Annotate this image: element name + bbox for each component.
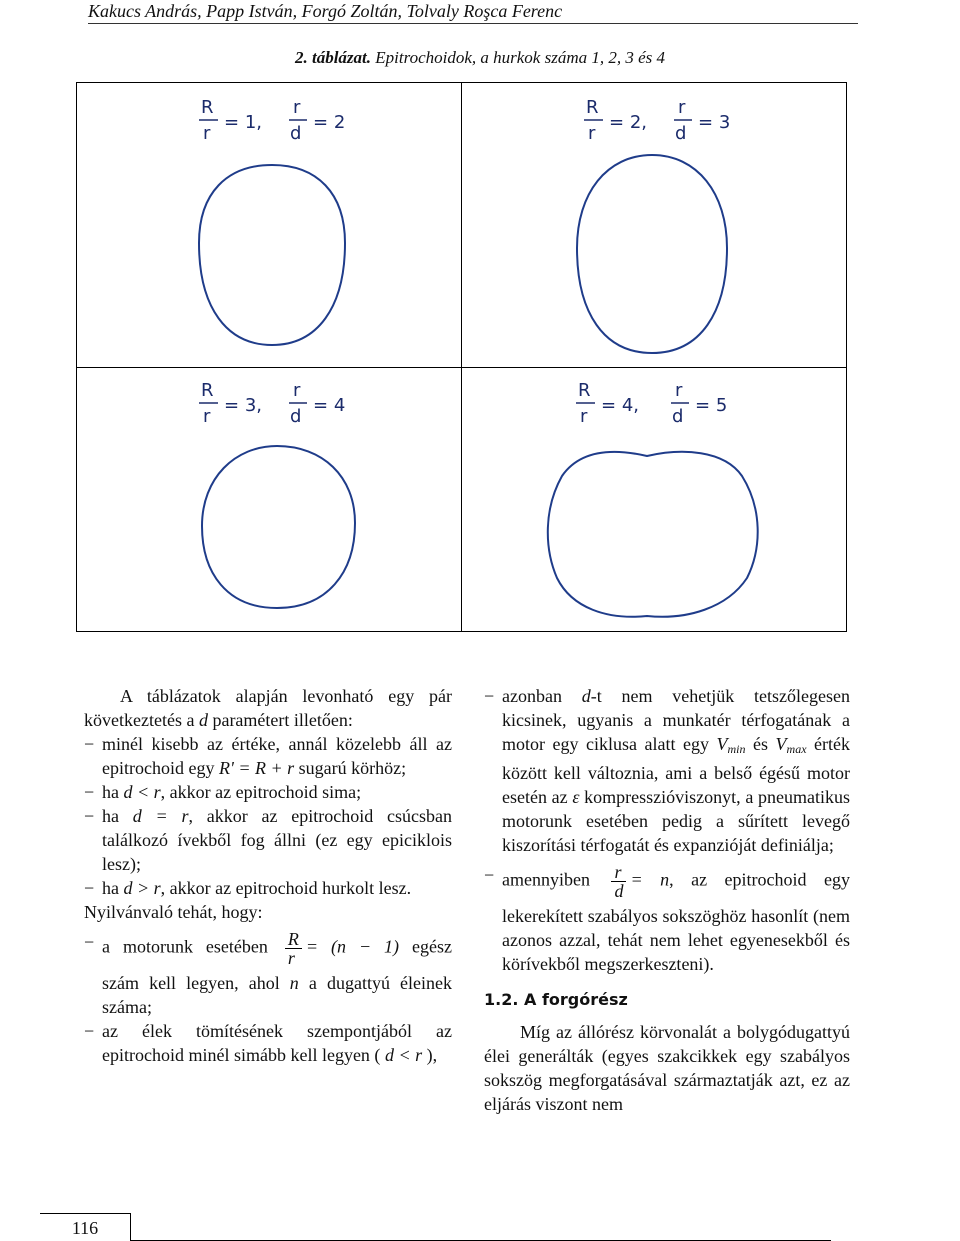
right-bullet-1-text-c: és bbox=[753, 734, 769, 754]
svg-text:d: d bbox=[672, 406, 684, 427]
bullet-5 bbox=[84, 930, 452, 1019]
fraction-numerator: R bbox=[285, 930, 302, 949]
svg-text:= 4: = 4 bbox=[313, 395, 346, 416]
bullet-2-text-a: ha bbox=[102, 782, 119, 802]
header-authors: Kakucs András, Papp István, Forgó Zoltán, Tolvaly Roşca Ferenc bbox=[88, 1, 563, 21]
svg-text:= 3: = 3 bbox=[698, 112, 731, 133]
left-column bbox=[84, 684, 452, 1067]
bullet-4-formula: d > r bbox=[123, 878, 161, 898]
right-bullet-2 bbox=[484, 863, 850, 976]
figure-3-ratio-a: 3, bbox=[244, 395, 262, 416]
v-max: V bbox=[775, 734, 787, 754]
figure-cell-1 bbox=[77, 83, 461, 367]
svg-text:r: r bbox=[293, 97, 301, 118]
bullet-1-text-a: minél kisebb az értéke, annál közelebb áll az epitrochoid egy bbox=[102, 734, 452, 778]
right-paragraph-1: Míg az állórész körvonalát a bolygódugattyú élei generálták (egyes szakcikkek egy szabályos sokszög megforgatásával származtatják azt, ez az eljárás viszont nem bbox=[484, 1022, 850, 1114]
bullet-5-line-1 bbox=[102, 930, 452, 967]
figure-1-svg bbox=[77, 83, 461, 367]
right-bullet-1-text-b: -t nem vehetjük tetszőlegesen kicsinek, ugyanis a munkatér térfogatának a motor egy ciklusa alatt egy bbox=[502, 686, 850, 754]
bullet-5-line-2 bbox=[102, 971, 452, 1019]
figure-4-ratio-b: 5 bbox=[715, 395, 728, 416]
bullet-4-text-b: , akkor az epitrochoid hurkolt lesz. bbox=[160, 878, 412, 898]
svg-text:= 2,: = 2, bbox=[609, 112, 647, 133]
svg-text:= 2: = 2 bbox=[313, 112, 346, 133]
right-bullet-1-text-d: érték között kell változnia, ami a belső égésű motor esetén az bbox=[502, 734, 851, 807]
epitrochoid-curve-4 bbox=[548, 452, 758, 617]
bullet-1-text-b: sugarú körhöz; bbox=[298, 758, 407, 778]
bullet-3 bbox=[84, 804, 452, 876]
section-heading: 1.2. A forgórész bbox=[484, 990, 628, 1009]
caption-label: 2. táblázat. bbox=[294, 48, 372, 67]
bullet-5-formula-rhs: = (n − 1) bbox=[305, 936, 400, 957]
page-number: 116 bbox=[40, 1213, 131, 1241]
right-bullet-2-text-a: amennyiben bbox=[502, 869, 590, 890]
caption-text: Epitrochoidok, a hurkok száma 1, 2, 3 és 4 bbox=[371, 48, 666, 67]
right-bullet-2-formula-rhs: = n bbox=[630, 869, 670, 890]
figure-cell-4 bbox=[462, 368, 846, 632]
svg-text:R: R bbox=[586, 97, 599, 118]
bullet-5-text-d: a dugattyú éleinek száma; bbox=[102, 973, 453, 1017]
right-bullet-2-text-b: , az epitrochoid egy bbox=[669, 869, 850, 890]
right-var-d: d bbox=[581, 686, 591, 706]
bullet-6 bbox=[84, 1019, 452, 1067]
bullet-6-formula: d < r bbox=[384, 1045, 423, 1065]
svg-text:r: r bbox=[203, 406, 211, 427]
bullet-3-formula: d = r bbox=[132, 806, 189, 826]
right-bullet-1-text-a: azonban bbox=[502, 686, 562, 706]
svg-text:d: d bbox=[290, 123, 302, 144]
svg-text:r: r bbox=[203, 123, 211, 144]
figure-cell-2 bbox=[462, 83, 846, 367]
right-column bbox=[484, 684, 850, 1116]
v-max-subscript: max bbox=[786, 742, 807, 756]
fraction-R-over-r bbox=[285, 930, 302, 967]
bullet-4-text-a: ha bbox=[102, 878, 119, 898]
left-p1-end: paramétert illetően: bbox=[212, 710, 353, 730]
bullet-1-formula: R' = R + r bbox=[218, 758, 295, 778]
bullet-6-text-a: az élek tömítésének szempontjából az epitrochoid minél simább kell legyen ( bbox=[102, 1021, 452, 1065]
svg-text:d: d bbox=[675, 123, 687, 144]
figure-1-ratio-b: 2 bbox=[333, 112, 346, 133]
bullet-5-text-b: egész bbox=[412, 936, 452, 957]
left-p1-text: A táblázatok alapján levonható egy pár következtetés a bbox=[84, 686, 452, 730]
figure-4-svg bbox=[462, 368, 846, 632]
right-bullet-2-text-c: lekerekített szabályos sokszöghöz hasonlít (nem azonos azzal, tehát nem lehet egyenesekből és körívekből megszerkeszteni). bbox=[502, 906, 850, 974]
v-min-subscript: min bbox=[727, 742, 746, 756]
figure-4-ratio-a: 4, bbox=[621, 395, 639, 416]
svg-text:= 3,: = 3, bbox=[224, 395, 262, 416]
bullet-2-text-b: , akkor az epitrochoid sima; bbox=[160, 782, 362, 802]
fraction-d-denominator: d bbox=[614, 881, 624, 901]
svg-text:R: R bbox=[201, 380, 214, 401]
bullet-2 bbox=[84, 780, 452, 804]
fraction-denominator: r bbox=[287, 948, 295, 968]
figure-cell-3 bbox=[77, 368, 461, 632]
figure-2-svg bbox=[462, 83, 846, 367]
figure-1-ratio-a: 1, bbox=[244, 112, 262, 133]
epitrochoid-curve-1 bbox=[199, 165, 345, 345]
bullet-3-text-a: ha bbox=[102, 806, 119, 826]
left-paragraph-2: Nyilvánvaló tehát, hogy: bbox=[84, 902, 263, 922]
bullet-5-text-c: szám kell legyen, ahol bbox=[102, 973, 280, 993]
svg-text:r: r bbox=[580, 406, 588, 427]
var-n: n bbox=[289, 973, 299, 993]
svg-text:r: r bbox=[293, 380, 301, 401]
bullet-2-formula: d < r bbox=[123, 782, 161, 802]
var-d: d bbox=[198, 710, 208, 730]
figure-3-svg bbox=[77, 368, 461, 632]
epitrochoid-curve-3 bbox=[202, 446, 355, 608]
svg-text:d: d bbox=[290, 406, 302, 427]
right-bullet-1-text-e: kompresszióviszonyt, a pneumatikus motorunk esetében pedig a sűrített levegő kiszorítási térfogatát és expanzióját definiálja; bbox=[502, 787, 851, 855]
epitrochoid-table bbox=[76, 82, 847, 632]
svg-text:r: r bbox=[588, 123, 596, 144]
fraction-r-over-d bbox=[611, 863, 626, 900]
running-header bbox=[88, 0, 858, 24]
right-bullet-2-line-1 bbox=[502, 863, 850, 900]
svg-text:= 1,: = 1, bbox=[224, 112, 262, 133]
epsilon: ε bbox=[572, 787, 580, 807]
left-paragraph-1 bbox=[84, 684, 452, 732]
v-min: V bbox=[716, 734, 728, 754]
epitrochoid-curve-2 bbox=[577, 155, 727, 353]
svg-text:= 4,: = 4, bbox=[601, 395, 639, 416]
svg-text:r: r bbox=[678, 97, 686, 118]
table-caption bbox=[0, 48, 960, 68]
svg-text:R: R bbox=[201, 97, 214, 118]
figure-2-ratio-a: 2, bbox=[629, 112, 647, 133]
bullet-5-text-a: a motorunk esetében bbox=[102, 936, 268, 957]
svg-text:r: r bbox=[675, 380, 683, 401]
svg-text:= 5: = 5 bbox=[695, 395, 728, 416]
fraction-r-numerator: r bbox=[611, 863, 626, 882]
figure-2-ratio-b: 3 bbox=[718, 112, 731, 133]
bullet-1 bbox=[84, 732, 452, 780]
bullet-6-text-b: ), bbox=[426, 1045, 438, 1065]
bullet-4 bbox=[84, 876, 452, 900]
bullet-3-text-b: , akkor az epitrochoid csúcsban találkozó ívekből fog állni (ez egy epiciklois lesz); bbox=[102, 806, 452, 874]
svg-text:R: R bbox=[578, 380, 591, 401]
right-bullet-1 bbox=[484, 684, 850, 857]
figure-3-ratio-b: 4 bbox=[333, 395, 346, 416]
